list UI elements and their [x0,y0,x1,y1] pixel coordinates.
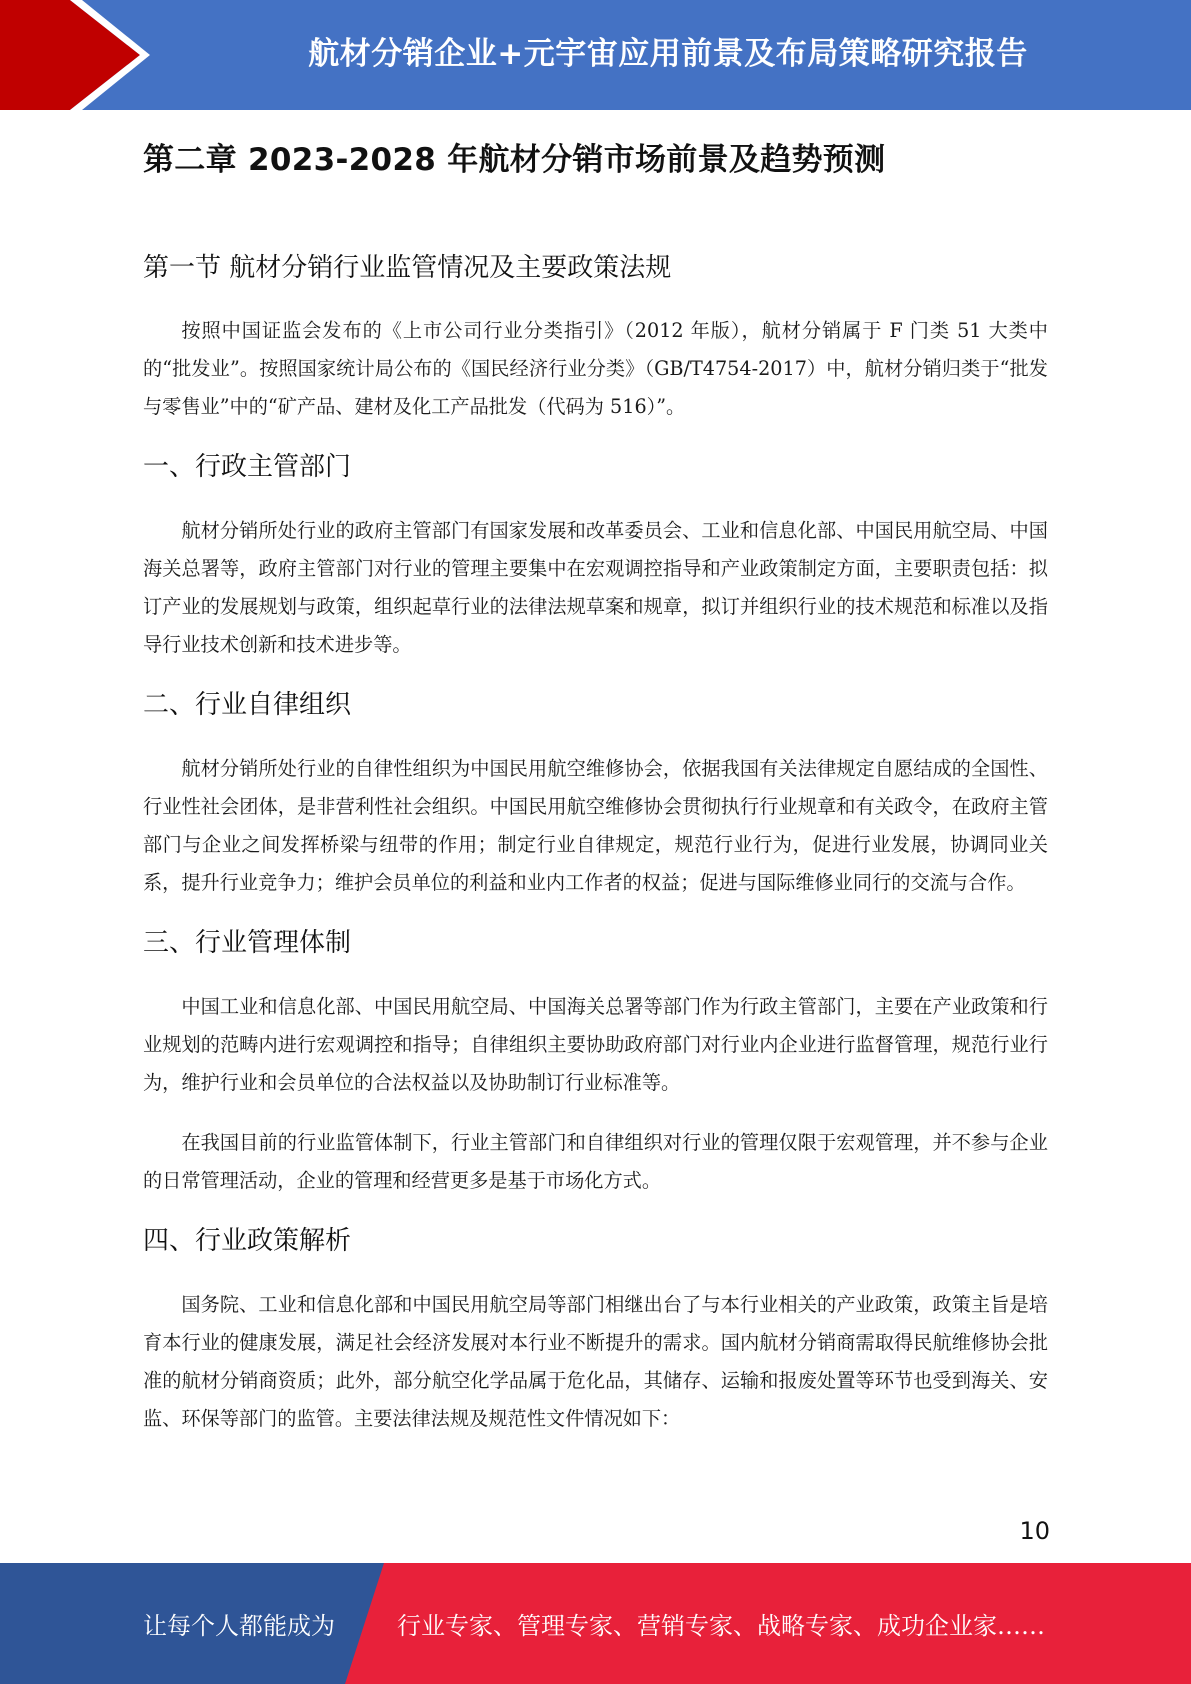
subsection-heading-2: 二、行业自律组织 [143,690,352,720]
report-title: 航材分销企业+元宇宙应用前景及布局策略研究报告 [308,35,1028,72]
page-number: 10 [1019,1517,1050,1545]
subsection-3-paragraph-1: 中国工业和信息化部、中国民用航空局、中国海关总署等部门作为行政主管部门，主要在产业政策和行业规划的范畴内进行宏观调控和指导；自律组织主要协助政府部门对行业内企业进行监督管理，规范行业行为，维护行业和会员单位的合法权益以及协助制订行业标准等。 [143,995,1048,1094]
footer-slogan-right: 行业专家、管理专家、营销专家、战略专家、成功企业家…… [397,1612,1045,1640]
subsection-heading-4: 四、行业政策解析 [143,1226,352,1256]
section-title: 第一节 航材分销行业监管情况及主要政策法规 [143,253,672,283]
chapter-title: 第二章 2023-2028 年航材分销市场前景及趋势预测 [143,142,886,178]
page-content [143,138,1048,1460]
subsection-2-paragraph-1: 航材分销所处行业的自律性组织为中国民用航空维修协会，依据我国有关法律规定自愿结成的全国性、行业性社会团体，是非营利性社会组织。中国民用航空维修协会贯彻执行行业规章和有关政令，在政府主管部门与企业之间发挥桥梁与纽带的作用；制定行业自律规定，规范行业行为，促进行业发展，协调同业关系，提升行业竞争力；维护会员单位的利益和业内工作者的权益；促进与国际维修业同行的交流与合作。 [143,757,1048,894]
subsection-3-paragraph-2: 在我国目前的行业监管体制下，行业主管部门和自律组织对行业的管理仅限于宏观管理，并不参与企业的日常管理活动，企业的管理和经营更多是基于市场化方式。 [143,1131,1048,1192]
intro-paragraph: 按照中国证监会发布的《上市公司行业分类指引》（2012 年版），航材分销属于 F 门类 51 大类中的“批发业”。按照国家统计局公布的《国民经济行业分类》（GB/T4754-2017）中，航材分销归类于“批发与零售业”中的“矿产品、建材及化工产品批发（代码为 516）”。 [143,319,1048,418]
subsection-heading-3: 三、行业管理体制 [143,928,352,958]
page-header [0,0,1191,110]
footer-slogan-left: 让每个人都能成为 [143,1612,335,1640]
page-footer [0,1563,1191,1684]
header-red-chevron [0,0,160,110]
subsection-4-paragraph-1: 国务院、工业和信息化部和中国民用航空局等部门相继出台了与本行业相关的产业政策，政策主旨是培育本行业的健康发展，满足社会经济发展对本行业不断提升的需求。国内航材分销商需取得民航维修协会批准的航材分销商资质；此外，部分航空化学品属于危化品，其储存、运输和报废处置等环节也受到海关、安监、环保等部门的监管。主要法律法规及规范性文件情况如下： [143,1293,1048,1430]
subsection-1-paragraph-1: 航材分销所处行业的政府主管部门有国家发展和改革委员会、工业和信息化部、中国民用航空局、中国海关总署等，政府主管部门对行业的管理主要集中在宏观调控指导和产业政策制定方面，主要职责包括：拟订产业的发展规划与政策，组织起草行业的法律法规草案和规章，拟订并组织行业的技术规范和标准以及指导行业技术创新和技术进步等。 [143,519,1048,656]
subsection-heading-1: 一、行政主管部门 [143,452,352,482]
